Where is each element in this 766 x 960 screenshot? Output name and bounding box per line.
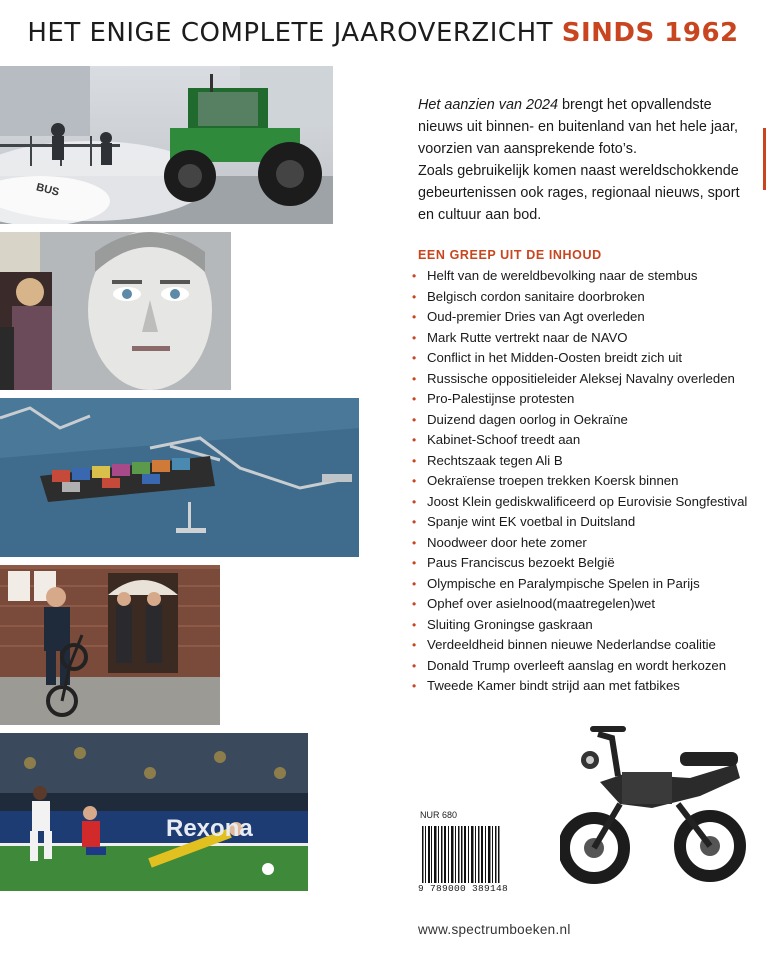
list-item: • Kabinet-Schoof treedt aan <box>412 430 752 451</box>
photo-fatbike <box>560 712 750 886</box>
photo-tractor-protest <box>0 66 333 224</box>
contents-list <box>412 266 752 697</box>
photo-bridge-collapse <box>0 398 359 557</box>
list-item: • Ophef over asielnood(maatregelen)wet <box>412 594 752 615</box>
nur-code: NUR 680 <box>420 810 458 820</box>
list-item: • Mark Rutte vertrekt naar de NAVO <box>412 328 752 349</box>
list-item: • Sluiting Groningse gaskraan <box>412 615 752 636</box>
stadium-ad-text: Rexona <box>166 815 253 842</box>
publisher-website: www.spectrumboeken.nl <box>418 922 571 937</box>
photo-navalny-mural <box>0 232 231 390</box>
list-item: • Tweede Kamer bindt strijd aan met fatbikes <box>412 676 752 697</box>
isbn-number: 9 789000 389148 <box>418 883 509 894</box>
list-item: • Spanje wint EK voetbal in Duitsland <box>412 512 752 533</box>
list-item: • Joost Klein gediskwalificeerd op Eurovisie Songfestival <box>412 492 752 513</box>
list-item: • Helft van de wereldbevolking naar de stembus <box>412 266 752 287</box>
list-item: • Belgisch cordon sanitaire doorbroken <box>412 287 752 308</box>
headline <box>0 18 766 48</box>
tractor-sign-text: BUS <box>34 181 61 199</box>
intro-sentence-1: brengt het opvallendste nieuws uit binnen- en buitenland van het hele jaar, voorzien van aansprekende foto’s. <box>418 97 739 157</box>
headline-accent: SINDS 1962 <box>561 18 739 48</box>
list-item: • Russische oppositieleider Aleksej Navalny overleden <box>412 369 752 390</box>
list-item: • Noodweer door hete zomer <box>412 533 752 554</box>
list-item: • Duizend dagen oorlog in Oekraïne <box>412 410 752 431</box>
list-item: • Olympische en Paralympische Spelen in Parijs <box>412 574 752 595</box>
list-item: • Oud-premier Dries van Agt overleden <box>412 307 752 328</box>
photo-cyclist <box>0 565 220 725</box>
headline-main: HET ENIGE COMPLETE JAAROVERZICHT <box>27 18 562 48</box>
list-item: • Paus Franciscus bezoekt België <box>412 553 752 574</box>
photo-football-match <box>0 733 308 891</box>
list-item: • Conflict in het Midden-Oosten breidt zich uit <box>412 348 752 369</box>
list-item: • Rechtszaak tegen Ali B <box>412 451 752 472</box>
list-item: • Verdeeldheid binnen nieuwe Nederlandse coalitie <box>412 635 752 656</box>
list-item: • Oekraïense troepen trekken Koersk binnen <box>412 471 752 492</box>
contents-title: EEN GREEP UIT DE INHOUD <box>418 248 602 262</box>
list-item: • Pro-Palestijnse protesten <box>412 389 752 410</box>
book-title: Het aanzien van 2024 <box>418 97 559 113</box>
intro-paragraph-1 <box>418 94 748 160</box>
intro-text <box>418 94 748 226</box>
list-item: • Donald Trump overleeft aanslag en wordt herkozen <box>412 656 752 677</box>
intro-paragraph-2: Zoals gebruikelijk komen naast wereldschokkende gebeurtenissen ook rages, regionaal nieuws, sport en cultuur aan bod. <box>418 163 740 223</box>
